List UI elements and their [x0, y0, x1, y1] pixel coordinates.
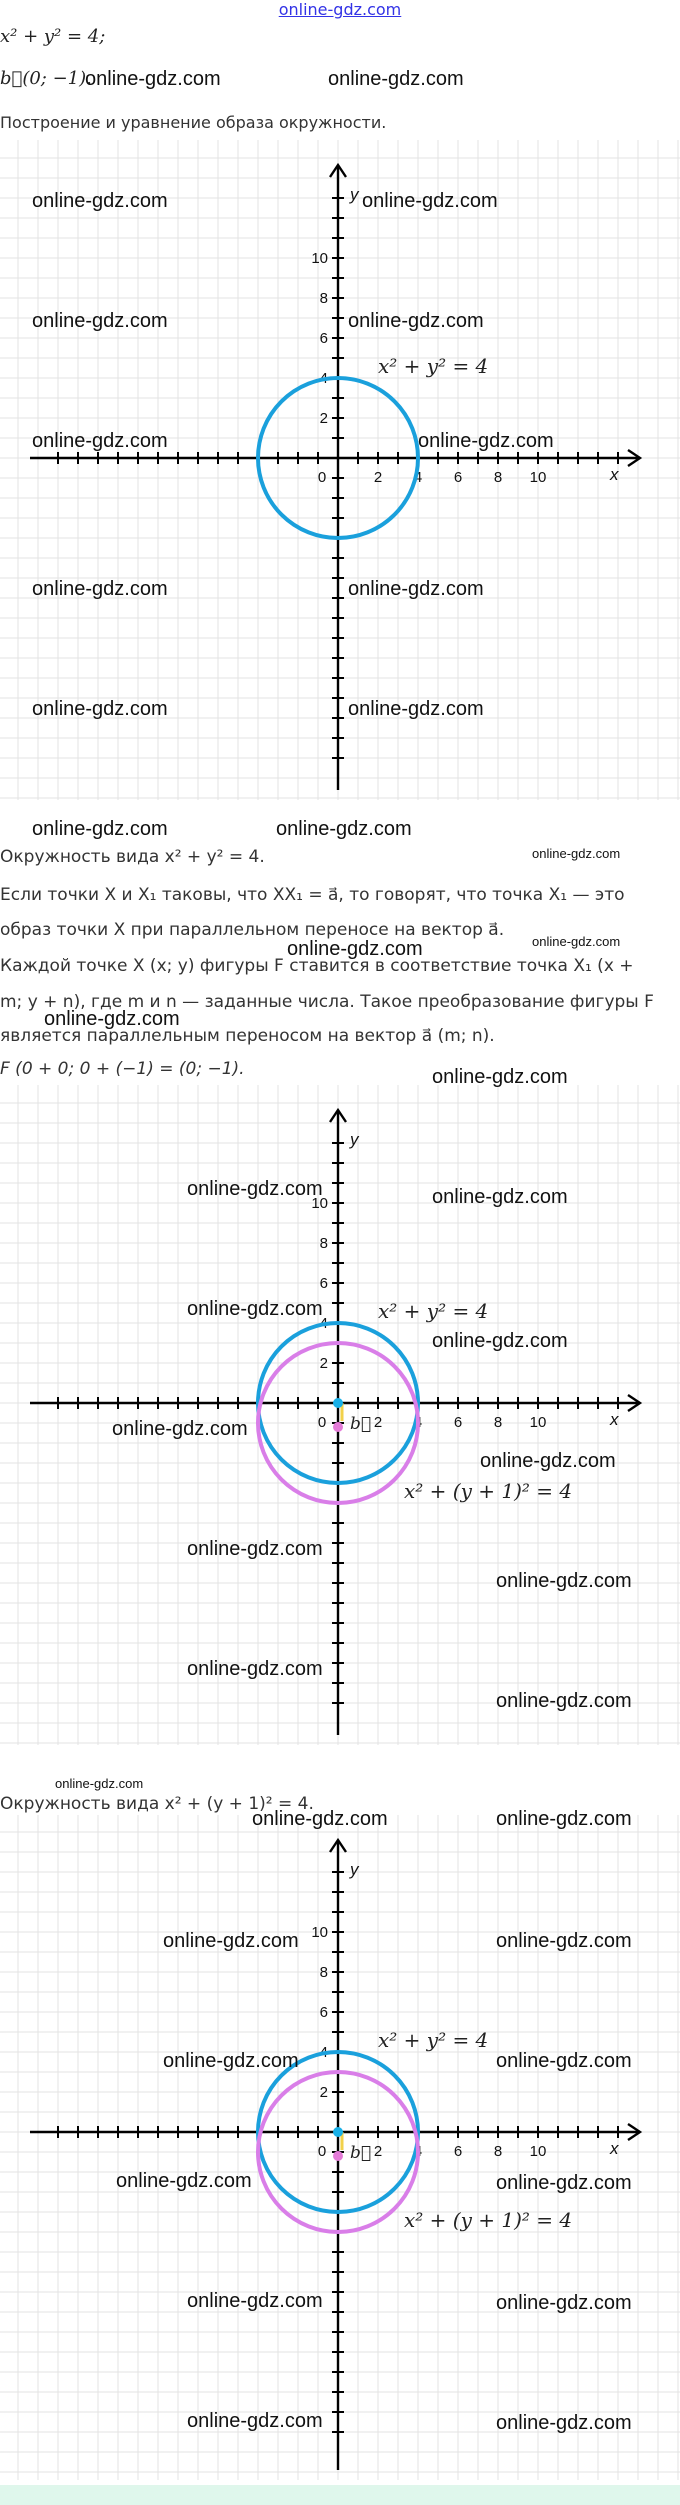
- watermark: online-gdz.com: [328, 68, 464, 90]
- watermark: online-gdz.com: [348, 578, 484, 600]
- graph-3: [0, 1815, 680, 2480]
- watermark: online-gdz.com: [32, 310, 168, 332]
- x-tick-label: 2: [373, 1414, 383, 1431]
- watermark: online-gdz.com: [32, 578, 168, 600]
- text-line-7: F (0 + 0; 0 + (−1) = (0; −1).: [0, 1059, 245, 1079]
- y-tick-label: 10: [311, 1924, 328, 1941]
- circle1-equation: x² + y² = 4: [378, 1299, 489, 1323]
- y-tick-label: 4: [319, 370, 328, 387]
- watermark: online-gdz.com: [55, 1776, 144, 1791]
- origin-label: 0: [317, 2143, 327, 2160]
- text-line-2: Если точки X и X₁ таковы, что XX₁ = a⃗, то говорят, что точка X₁ — это: [0, 885, 625, 905]
- y-axis-label: y: [350, 1860, 359, 1879]
- y-tick-label: 10: [311, 250, 328, 267]
- x-tick-label: 2: [373, 2143, 383, 2160]
- watermark: online-gdz.com: [496, 1690, 632, 1712]
- watermark: online-gdz.com: [187, 2410, 323, 2432]
- graph-2: [0, 1085, 680, 1745]
- watermark: online-gdz.com: [187, 1658, 323, 1680]
- y-tick-label: 10: [311, 1195, 328, 1212]
- watermark: online-gdz.com: [287, 938, 423, 960]
- x-tick-label: 4: [413, 1414, 423, 1431]
- x-tick-label: 10: [529, 469, 547, 486]
- watermark: online-gdz.com: [480, 1450, 616, 1472]
- text-line-4: Каждой точке X (x; y) фигуры F ставится в соответствие точка X₁ (x +: [0, 956, 634, 976]
- watermark: online-gdz.com: [432, 1066, 568, 1088]
- watermark: online-gdz.com: [496, 1570, 632, 1592]
- y-tick-label: 6: [319, 1275, 328, 1292]
- watermark: online-gdz.com: [496, 2292, 632, 2314]
- x-axis-label: x: [610, 1410, 619, 1429]
- circle2-equation: x² + (y + 1)² = 4: [404, 1479, 573, 1503]
- x-tick-label: 8: [493, 469, 503, 486]
- watermark: online-gdz.com: [496, 1808, 632, 1830]
- y-axis-label: y: [350, 1130, 359, 1149]
- circle1-equation: x² + y² = 4: [378, 354, 489, 378]
- watermark: online-gdz.com: [348, 310, 484, 332]
- text-line-3: образ точки X при параллельном переносе на вектор a⃗.: [0, 920, 505, 940]
- coordinate-plane-2: [0, 1085, 680, 1745]
- x-tick-label: 4: [413, 2143, 423, 2160]
- watermark: online-gdz.com: [163, 1930, 299, 1952]
- vector-label: b⃗: [350, 2143, 372, 2163]
- watermark: online-gdz.com: [163, 2050, 299, 2072]
- y-tick-label: 8: [319, 1964, 328, 1981]
- watermark: online-gdz.com: [532, 846, 621, 861]
- y-tick-label: 2: [319, 410, 328, 427]
- watermark: online-gdz.com: [348, 698, 484, 720]
- watermark: online-gdz.com: [418, 430, 554, 452]
- x-tick-label: 8: [493, 1414, 503, 1431]
- origin-label: 0: [317, 1414, 327, 1431]
- watermark: online-gdz.com: [187, 2290, 323, 2312]
- point-image: [333, 1422, 343, 1432]
- y-tick-label: 6: [319, 330, 328, 347]
- y-axis-label: y: [350, 185, 359, 204]
- point-origin: [333, 1398, 343, 1408]
- watermark: online-gdz.com: [85, 68, 221, 90]
- watermark: online-gdz.com: [496, 2050, 632, 2072]
- text2-line-1: Окружность вида x² + (y + 1)² = 4.: [0, 1794, 314, 1814]
- watermark: online-gdz.com: [432, 1330, 568, 1352]
- y-tick-label: 8: [319, 290, 328, 307]
- y-tick-label: 2: [319, 1355, 328, 1372]
- watermark: online-gdz.com: [187, 1538, 323, 1560]
- watermark: online-gdz.com: [32, 430, 168, 452]
- watermark: online-gdz.com: [116, 2170, 252, 2192]
- watermark: online-gdz.com: [32, 190, 168, 212]
- watermark: online-gdz.com: [187, 1298, 323, 1320]
- x-tick-label: 10: [529, 1414, 547, 1431]
- watermark: online-gdz.com: [496, 2172, 632, 2194]
- x-axis-label: x: [610, 465, 619, 484]
- text-line-6: является параллельным переносом на вектор a⃗ (m; n).: [0, 1026, 495, 1046]
- coordinate-plane-3: [0, 1815, 680, 2480]
- intro-caption: Построение и уравнение образа окружности.: [0, 113, 387, 132]
- y-tick-label: 4: [319, 2044, 328, 2061]
- intro-equation: x² + y² = 4;: [0, 26, 106, 47]
- point-origin: [333, 2127, 343, 2137]
- watermark: online-gdz.com: [252, 1808, 388, 1830]
- x-tick-label: 8: [493, 2143, 503, 2160]
- vector-label: b⃗: [350, 1414, 372, 1434]
- watermark: online-gdz.com: [187, 1178, 323, 1200]
- watermark: online-gdz.com: [362, 190, 498, 212]
- origin-label: 0: [317, 469, 327, 486]
- x-axis-label: x: [610, 2139, 619, 2158]
- watermark: online-gdz.com: [32, 818, 168, 840]
- y-tick-label: 8: [319, 1235, 328, 1252]
- text-line-5: m; y + n), где m и n — заданные числа. Такое преобразование фигуры F: [0, 992, 654, 1012]
- watermark: online-gdz.com: [32, 698, 168, 720]
- x-tick-label: 6: [453, 469, 463, 486]
- x-tick-label: 4: [413, 469, 423, 486]
- circle2-equation: x² + (y + 1)² = 4: [404, 2208, 573, 2232]
- watermark: online-gdz.com: [496, 1930, 632, 1952]
- watermark: online-gdz.com: [532, 934, 621, 949]
- x-tick-label: 10: [529, 2143, 547, 2160]
- intro-vector: b⃗(0; −1).: [0, 68, 92, 89]
- grid: [0, 1815, 680, 2480]
- watermark: online-gdz.com: [44, 1008, 180, 1030]
- y-tick-label: 6: [319, 2004, 328, 2021]
- watermark: online-gdz.com: [496, 2412, 632, 2434]
- x-tick-label: 2: [373, 469, 383, 486]
- text-line-1: Окружность вида x² + y² = 4.: [0, 847, 265, 867]
- x-tick-label: 6: [453, 1414, 463, 1431]
- bottom-bar: [0, 2485, 680, 2505]
- x-tick-label: 6: [453, 2143, 463, 2160]
- watermark: online-gdz.com: [112, 1418, 248, 1440]
- y-tick-label: 2: [319, 2084, 328, 2101]
- watermark: online-gdz.com: [276, 818, 412, 840]
- watermark: online-gdz.com: [432, 1186, 568, 1208]
- circle1-equation: x² + y² = 4: [378, 2028, 489, 2052]
- point-image: [333, 2151, 343, 2161]
- top-watermark-link[interactable]: online-gdz.com: [278, 0, 402, 19]
- y-tick-label: 4: [319, 1315, 328, 1332]
